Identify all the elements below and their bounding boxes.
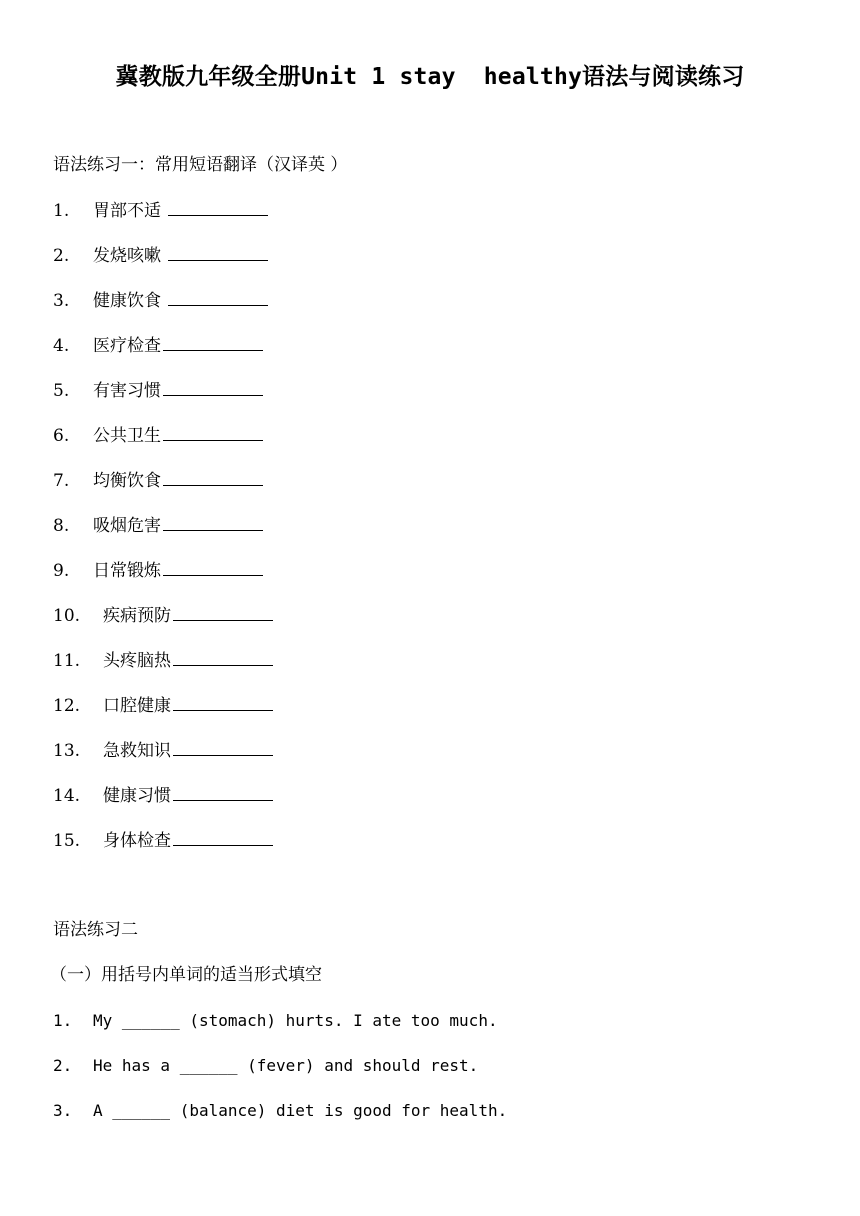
item-number: 5. <box>53 381 70 401</box>
item-number: 7. <box>53 471 70 491</box>
list-item <box>53 289 268 312</box>
answer-blank[interactable] <box>168 244 268 261</box>
list-item <box>53 784 273 807</box>
item-text: A ______ (balance) diet is good for health. <box>93 1101 508 1120</box>
item-text: 急救知识 <box>103 741 171 761</box>
item-text: 均衡饮食 <box>93 471 161 491</box>
list-item <box>53 334 263 357</box>
item-number: 4. <box>53 336 70 356</box>
item-text: 健康饮食 <box>93 291 167 311</box>
list-item <box>53 604 273 627</box>
list-item <box>53 244 268 267</box>
list-item <box>53 1010 498 1032</box>
answer-blank[interactable] <box>163 379 263 396</box>
item-text: My ______ (stomach) hurts. I ate too much. <box>93 1011 498 1030</box>
item-number: 2. <box>53 246 70 266</box>
item-text: 日常锻炼 <box>93 561 161 581</box>
item-number: 6. <box>53 426 70 446</box>
section1-heading: 语法练习一：常用短语翻译（汉译英 ） <box>53 155 348 175</box>
item-number: 1. <box>53 1011 73 1030</box>
item-text: 身体检查 <box>103 831 171 851</box>
list-item <box>53 739 273 762</box>
item-text: 健康习惯 <box>103 786 171 806</box>
list-item <box>53 424 263 447</box>
item-text: 胃部不适 <box>93 201 167 221</box>
answer-blank[interactable] <box>168 199 268 216</box>
answer-blank[interactable] <box>163 334 263 351</box>
list-item <box>53 199 268 222</box>
item-number: 10. <box>53 606 81 626</box>
answer-blank[interactable] <box>173 694 273 711</box>
item-text: 医疗检查 <box>93 336 161 356</box>
list-item <box>53 1055 478 1077</box>
answer-blank[interactable] <box>173 739 273 756</box>
item-number: 12. <box>53 696 81 716</box>
list-item <box>53 514 263 537</box>
item-number: 11. <box>53 651 81 671</box>
list-item <box>53 379 263 402</box>
list-item <box>53 1100 507 1122</box>
answer-blank[interactable] <box>163 514 263 531</box>
item-text: 发烧咳嗽 <box>93 246 167 266</box>
section2-heading: 语法练习二 <box>53 920 138 940</box>
answer-blank[interactable] <box>173 604 273 621</box>
item-number: 15. <box>53 831 81 851</box>
item-number: 8. <box>53 516 70 536</box>
list-item <box>53 469 263 492</box>
item-text: 疾病预防 <box>103 606 171 626</box>
answer-blank[interactable] <box>163 559 263 576</box>
answer-blank[interactable] <box>173 649 273 666</box>
answer-blank[interactable] <box>173 784 273 801</box>
answer-blank[interactable] <box>173 829 273 846</box>
item-number: 13. <box>53 741 81 761</box>
answer-blank[interactable] <box>168 289 268 306</box>
list-item <box>53 829 273 852</box>
item-number: 3. <box>53 1101 73 1120</box>
list-item <box>53 649 273 672</box>
section2-subheading: （一）用括号内单词的适当形式填空 <box>50 965 322 985</box>
item-number: 9. <box>53 561 70 581</box>
item-number: 14. <box>53 786 81 806</box>
item-text: 口腔健康 <box>103 696 171 716</box>
item-text: 吸烟危害 <box>93 516 161 536</box>
item-text: 公共卫生 <box>93 426 161 446</box>
item-number: 2. <box>53 1056 73 1075</box>
list-item <box>53 694 273 717</box>
answer-blank[interactable] <box>163 469 263 486</box>
list-item <box>53 559 263 582</box>
item-number: 3. <box>53 291 70 311</box>
item-text: 头疼脑热 <box>103 651 171 671</box>
answer-blank[interactable] <box>163 424 263 441</box>
item-text: 有害习惯 <box>93 381 161 401</box>
item-number: 1. <box>53 201 70 221</box>
document-title: 冀教版九年级全册Unit 1 stay healthy语法与阅读练习 <box>115 64 745 90</box>
item-text: He has a ______ (fever) and should rest. <box>93 1056 479 1075</box>
